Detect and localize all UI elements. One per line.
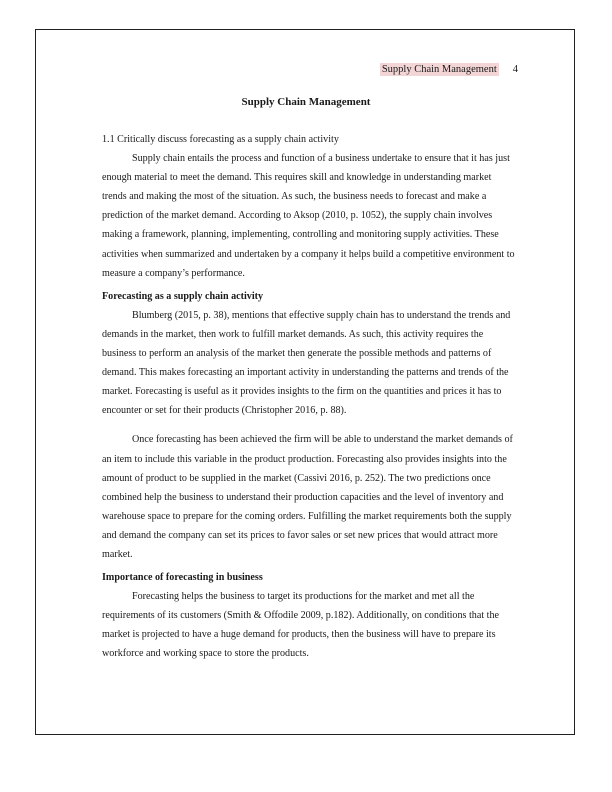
paragraph-supply-chain-intro: Supply chain entails the process and function of a business undertake to ensure that it has just enough material to meet the demand. This requires skill and knowledge in understanding market trends and making the most of the situation. As such, the business needs to forecast and make a prediction of the market demand. According to Aksop (2010, p. 1052), the supply chain involves making a framework, planning, implementing, controlling and monitoring supply activities. These activities when summarized and undertaken by a company it helps build a competitive environment to measure a company’s performance. bbox=[102, 153, 515, 279]
running-head-title: Supply Chain Management bbox=[381, 64, 497, 75]
section-label: 1.1 Critically discuss forecasting as a supply chain activity bbox=[102, 134, 339, 145]
paragraph-importance: Forecasting helps the business to target its productions for the market and met all the requirements of its customers (Smith & Offodile 2009, p.182). Additionally, on conditions that the market is projected to have a huge demand for products, then the business will have to prepare its workforce and working space to store the products. bbox=[102, 591, 499, 660]
document-body bbox=[102, 130, 515, 664]
paragraph-once-forecasting: Once forecasting has been achieved the firm will be able to understand the market demands of an item to include this variable in the product production. Forecasting also provides insights into the amount of product to be supplied in the market (Cassivi 2016, p. 252). The two predictions once combined help the business to understand their production capacities and the level of inventory and warehouse space to prepare for the coming orders. Fulfilling the market requirements both the supply and demand the company can set its prices to favor sales or set new prices that would attract more market. bbox=[102, 434, 513, 560]
heading-forecasting-activity: Forecasting as a supply chain activity bbox=[102, 290, 264, 302]
document-title: Supply Chain Management bbox=[241, 96, 371, 108]
paragraph-blumberg: Blumberg (2015, p. 38), mentions that effective supply chain has to understand the trends and demands in the market, then work to fulfill market demands. As such, this activity requires the business to perform an analysis of the market then generate the possible methods and patterns of demand. This makes forecasting an important activity in understanding the patterns and trends of the market. Forecasting is useful as it provides insights to the firm on the quantities and prices it has to encounter or set for their products (Christopher 2016, p. 88). bbox=[102, 309, 511, 417]
heading-importance-forecasting: Importance of forecasting in business bbox=[102, 572, 263, 584]
page-number: 4 bbox=[512, 64, 518, 75]
running-head bbox=[380, 63, 518, 76]
